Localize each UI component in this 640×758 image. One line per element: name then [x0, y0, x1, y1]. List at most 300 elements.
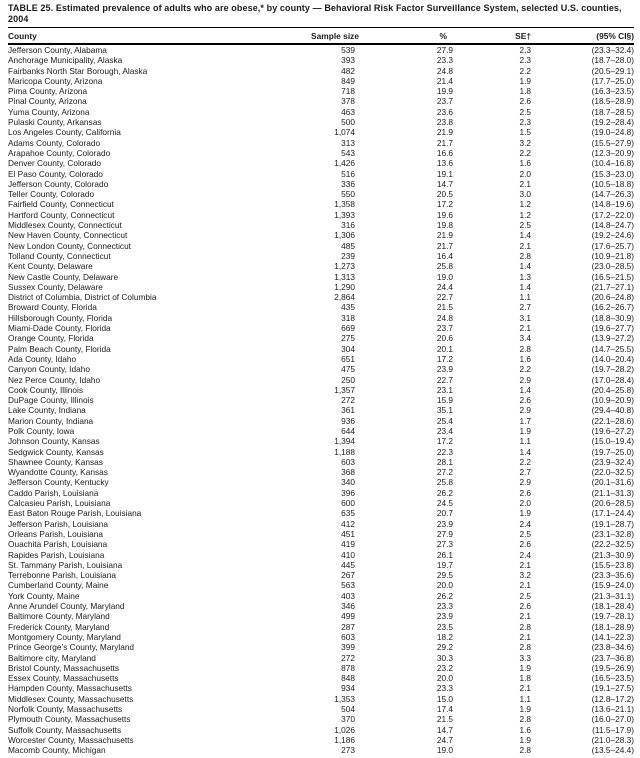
table-row [8, 622, 634, 632]
county-cell: Jefferson County, Kentucky [8, 477, 109, 488]
sample-size-cell: 1,357 [334, 384, 355, 395]
sample-size-cell: 451 [341, 528, 355, 539]
ci-cell: (21.3–31.1) [591, 590, 634, 601]
county-cell: Jefferson Parish, Louisiana [8, 518, 108, 529]
se-cell: 1.1 [519, 693, 531, 704]
county-cell: Broward County, Florida [8, 302, 97, 313]
sample-size-cell: 1,313 [334, 271, 355, 282]
percent-cell: 28.1 [436, 456, 453, 467]
sample-size-cell: 848 [341, 673, 355, 684]
percent-cell: 27.3 [436, 539, 453, 550]
percent-cell: 19.0 [436, 745, 453, 756]
county-cell: El Paso County, Colorado [8, 168, 103, 179]
ci-cell: (15.5–27.9) [591, 137, 634, 148]
column-header-se: SE† [453, 28, 531, 44]
county-cell: Maricopa County, Arizona [8, 75, 103, 86]
county-cell: Nez Perce County, Idaho [8, 374, 101, 385]
se-cell: 1.9 [519, 704, 531, 714]
table-row [8, 76, 634, 86]
table-row [8, 395, 634, 405]
ci-cell: (21.7–27.1) [591, 281, 634, 292]
sample-size-cell: 393 [341, 55, 355, 66]
ci-cell: (23.0–28.5) [591, 261, 634, 272]
table-row [8, 138, 634, 148]
sample-size-cell: 603 [341, 631, 355, 642]
table-row [8, 107, 634, 117]
se-cell: 1.4 [519, 261, 531, 272]
ci-cell: (14.8–24.7) [591, 220, 634, 231]
county-cell: Worcester County, Massachusetts [8, 734, 134, 745]
se-cell: 1.9 [519, 734, 531, 745]
percent-cell: 23.7 [436, 96, 453, 107]
county-cell: Montgomery County, Maryland [8, 631, 121, 642]
se-cell: 2.0 [519, 498, 531, 509]
ci-cell: (18.1–28.4) [591, 601, 634, 612]
county-cell: Caddo Parish, Louisiana [8, 487, 99, 498]
sample-size-cell: 1,426 [334, 158, 355, 169]
county-cell: Kent County, Delaware [8, 261, 93, 272]
ci-cell: (15.5–23.8) [591, 559, 634, 570]
sample-size-cell: 336 [341, 178, 355, 189]
county-cell: New Haven County, Connecticut [8, 230, 128, 241]
se-cell: 2.1 [519, 178, 531, 189]
percent-cell: 22.7 [436, 292, 453, 303]
table-row [8, 385, 634, 395]
se-cell: 1.7 [519, 415, 531, 426]
ci-cell: (16.2–26.7) [591, 302, 634, 313]
sample-size-cell: 475 [341, 364, 355, 375]
percent-cell: 21.4 [436, 75, 453, 86]
se-cell: 1.2 [519, 199, 531, 210]
county-cell: Anne Arundel County, Maryland [8, 601, 125, 612]
sample-size-cell: 313 [341, 137, 355, 148]
table-row [8, 642, 634, 652]
county-cell: Jefferson County, Colorado [8, 178, 109, 189]
table-row [8, 220, 634, 230]
county-cell: East Baton Rouge Parish, Louisiana [8, 508, 142, 519]
table-row [8, 447, 634, 457]
se-cell: 1.1 [519, 292, 531, 303]
percent-cell: 21.9 [436, 127, 453, 138]
county-cell: New London County, Connecticut [8, 240, 131, 251]
sample-size-cell: 378 [341, 96, 355, 107]
table-row [8, 611, 634, 621]
table-row [8, 539, 634, 549]
percent-cell: 27.9 [436, 528, 453, 539]
table-row [8, 694, 634, 704]
ci-cell: (20.5–29.1) [591, 65, 634, 76]
ci-cell: (18.5–28.9) [591, 96, 634, 107]
percent-cell: 23.3 [436, 55, 453, 66]
sample-size-cell: 304 [341, 343, 355, 354]
county-cell: Cumberland County, Maine [8, 580, 109, 591]
table-row [8, 714, 634, 724]
se-cell: 2.2 [519, 65, 531, 76]
sample-size-cell: 485 [341, 240, 355, 251]
ci-cell: (14.0–20.4) [591, 353, 634, 364]
sample-size-cell: 1,353 [334, 693, 355, 704]
county-cell: Adams County, Colorado [8, 137, 101, 148]
table-row [8, 127, 634, 137]
se-cell: 1.8 [519, 673, 531, 684]
table-row [8, 272, 634, 282]
sample-size-cell: 563 [341, 580, 355, 591]
se-cell: 2.5 [519, 590, 531, 601]
ci-cell: (20.6–28.5) [591, 498, 634, 509]
sample-size-cell: 482 [341, 65, 355, 76]
table-row [8, 580, 634, 590]
se-cell: 2.1 [519, 559, 531, 570]
percent-cell: 19.7 [436, 559, 453, 570]
se-cell: 2.6 [519, 96, 531, 107]
percent-cell: 27.2 [436, 467, 453, 478]
county-cell: Orleans Parish, Louisiana [8, 528, 104, 539]
se-cell: 1.4 [519, 230, 531, 241]
table-row [8, 44, 634, 55]
sample-size-cell: 878 [341, 662, 355, 673]
sample-size-cell: 644 [341, 425, 355, 436]
county-cell: Frederick County, Maryland [8, 621, 110, 632]
se-cell: 2.6 [519, 601, 531, 612]
percent-cell: 24.8 [436, 312, 453, 323]
table-row [8, 508, 634, 518]
table-row [8, 570, 634, 580]
percent-cell: 20.5 [436, 189, 453, 200]
sample-size-cell: 346 [341, 601, 355, 612]
ci-cell: (21.1–31.3) [591, 487, 634, 498]
percent-cell: 21.9 [436, 230, 453, 241]
se-cell: 2.8 [519, 343, 531, 354]
table-row [8, 210, 634, 220]
se-cell: 2.8 [519, 714, 531, 725]
sample-size-cell: 849 [341, 75, 355, 86]
ci-cell: (19.0–24.8) [591, 127, 634, 138]
percent-cell: 17.2 [436, 353, 453, 364]
table-row [8, 96, 634, 106]
se-cell: 1.9 [519, 425, 531, 436]
ci-cell: (12.8–17.2) [591, 693, 634, 704]
se-cell: 3.1 [519, 312, 531, 323]
se-cell: 2.2 [519, 364, 531, 375]
table-row [8, 179, 634, 189]
se-cell: 2.4 [519, 518, 531, 529]
percent-cell: 23.2 [436, 662, 453, 673]
se-cell: 1.9 [519, 75, 531, 86]
county-cell: Plymouth County, Massachusetts [8, 714, 131, 725]
se-cell: 2.6 [519, 395, 531, 406]
table-row [8, 354, 634, 364]
county-cell: St. Tammany Parish, Louisiana [8, 559, 123, 570]
table-row [8, 189, 634, 199]
ci-cell: (16.0–27.0) [591, 714, 634, 725]
sample-size-cell: 275 [341, 333, 355, 344]
ci-cell: (19.5–26.9) [591, 662, 634, 673]
se-cell: 2.1 [519, 240, 531, 251]
percent-cell: 23.8 [436, 117, 453, 128]
se-cell: 2.4 [519, 549, 531, 560]
table-row [8, 169, 634, 179]
county-cell: Prince George’s County, Maryland [8, 642, 135, 653]
sample-size-cell: 500 [341, 117, 355, 128]
table-row [8, 683, 634, 693]
table-row [8, 519, 634, 529]
ci-cell: (10.9–21.8) [591, 250, 634, 261]
sample-size-cell: 1,393 [334, 209, 355, 220]
percent-cell: 23.5 [436, 621, 453, 632]
county-cell: Essex County, Massachusetts [8, 673, 119, 684]
sample-size-cell: 272 [341, 395, 355, 406]
percent-cell: 13.6 [436, 158, 453, 169]
county-cell: Sussex County, Delaware [8, 281, 103, 292]
se-cell: 2.9 [519, 374, 531, 385]
table-row [8, 375, 634, 385]
ci-cell: (19.6–27.7) [591, 323, 634, 334]
table-row [8, 550, 634, 560]
table-row [8, 467, 634, 477]
ci-cell: (19.6–27.2) [591, 425, 634, 436]
ci-cell: (21.3–30.9) [591, 549, 634, 560]
county-cell: Lake County, Indiana [8, 405, 86, 416]
sample-size-cell: 267 [341, 570, 355, 581]
county-cell: Fairfield County, Connecticut [8, 199, 114, 210]
percent-cell: 29.5 [436, 570, 453, 581]
county-cell: Pinal County, Arizona [8, 96, 87, 107]
sample-size-cell: 1,290 [334, 281, 355, 292]
se-cell: 1.9 [519, 662, 531, 673]
column-header-ci: (95% CI§) [531, 28, 634, 44]
ci-cell: (16.3–23.5) [591, 86, 634, 97]
sample-size-cell: 550 [341, 189, 355, 200]
se-cell: 2.5 [519, 106, 531, 117]
percent-cell: 35.1 [436, 405, 453, 416]
se-cell: 3.2 [519, 137, 531, 148]
table-title: TABLE 25. Estimated prevalence of adults who are obese,* by county — Behavioral Risk Factor Surveillance System, selected U.S. counties, 2004 [8, 3, 634, 28]
table-row [8, 86, 634, 96]
sample-size-cell: 396 [341, 487, 355, 498]
county-cell: Hartford County, Connecticut [8, 209, 115, 220]
percent-cell: 14.7 [436, 178, 453, 189]
percent-cell: 19.0 [436, 271, 453, 282]
sample-size-cell: 361 [341, 405, 355, 416]
county-cell: Miami-Dade County, Florida [8, 323, 111, 334]
county-cell: Middlesex County, Massachusetts [8, 693, 134, 704]
table-row [8, 66, 634, 76]
table-row [8, 457, 634, 467]
percent-cell: 22.3 [436, 446, 453, 457]
sample-size-cell: 272 [341, 652, 355, 663]
percent-cell: 17.4 [436, 704, 453, 714]
county-cell: Polk County, Iowa [8, 425, 75, 436]
se-cell: 2.9 [519, 477, 531, 488]
se-cell: 2.8 [519, 250, 531, 261]
se-cell: 3.4 [519, 333, 531, 344]
sample-size-cell: 1,074 [334, 127, 355, 138]
ci-cell: (19.7–28.1) [591, 611, 634, 622]
se-cell: 1.6 [519, 353, 531, 364]
county-cell: Johnson County, Kansas [8, 436, 100, 447]
sample-size-cell: 1,026 [334, 724, 355, 735]
table-row [8, 416, 634, 426]
percent-cell: 19.1 [436, 168, 453, 179]
sample-size-cell: 1,358 [334, 199, 355, 210]
ci-cell: (14.8–19.6) [591, 199, 634, 210]
county-cell: Norfolk County, Massachusetts [8, 704, 123, 714]
ci-cell: (13.9–27.2) [591, 333, 634, 344]
se-cell: 1.5 [519, 127, 531, 138]
sample-size-cell: 463 [341, 106, 355, 117]
sample-size-cell: 318 [341, 312, 355, 323]
sample-size-cell: 410 [341, 549, 355, 560]
ci-cell: (18.1–28.9) [591, 621, 634, 632]
percent-cell: 23.9 [436, 364, 453, 375]
se-cell: 2.3 [519, 45, 531, 55]
table-row [8, 344, 634, 354]
se-cell: 2.3 [519, 117, 531, 128]
se-cell: 1.2 [519, 209, 531, 220]
se-cell: 1.6 [519, 724, 531, 735]
percent-cell: 16.4 [436, 250, 453, 261]
ci-cell: (20.4–25.8) [591, 384, 634, 395]
table-row [8, 199, 634, 209]
county-cell: Wyandotte County, Kansas [8, 467, 108, 478]
sample-size-cell: 316 [341, 220, 355, 231]
sample-size-cell: 403 [341, 590, 355, 601]
se-cell: 2.2 [519, 456, 531, 467]
county-cell: DuPage County, Illinois [8, 395, 94, 406]
county-cell: Jefferson County, Alabama [8, 45, 107, 55]
county-cell: Fairbanks North Star Borough, Alaska [8, 65, 148, 76]
se-cell: 2.1 [519, 323, 531, 334]
table-row [8, 591, 634, 601]
se-cell: 2.1 [519, 631, 531, 642]
percent-cell: 25.4 [436, 415, 453, 426]
sample-size-cell: 669 [341, 323, 355, 334]
percent-cell: 26.1 [436, 549, 453, 560]
county-cell: Sedgwick County, Kansas [8, 446, 104, 457]
sample-size-cell: 499 [341, 611, 355, 622]
ci-cell: (20.6–24.8) [591, 292, 634, 303]
sample-size-cell: 651 [341, 353, 355, 364]
se-cell: 2.8 [519, 621, 531, 632]
percent-cell: 24.7 [436, 734, 453, 745]
ci-cell: (17.1–24.4) [591, 508, 634, 519]
county-cell: Teller County, Colorado [8, 189, 95, 200]
county-cell: Yuma County, Arizona [8, 106, 90, 117]
table-row [8, 704, 634, 714]
table-row [8, 292, 634, 302]
column-header-sample-size: Sample size [303, 28, 363, 44]
percent-cell: 17.2 [436, 436, 453, 447]
county-cell: Calcasieu Parish, Louisiana [8, 498, 111, 509]
se-cell: 2.7 [519, 302, 531, 313]
county-cell: Baltimore city, Maryland [8, 652, 96, 663]
se-cell: 2.9 [519, 405, 531, 416]
county-cell: Rapides Parish, Louisiana [8, 549, 105, 560]
county-cell: Hillsborough County, Florida [8, 312, 113, 323]
county-cell: Bristol County, Massachusetts [8, 662, 119, 673]
ci-cell: (23.1–32.8) [591, 528, 634, 539]
county-cell: Anchorage Municipality, Alaska [8, 55, 123, 66]
ci-cell: (23.7–36.8) [591, 652, 634, 663]
county-cell: New Castle County, Delaware [8, 271, 119, 282]
percent-cell: 26.2 [436, 590, 453, 601]
county-cell: Macomb County, Michigan [8, 745, 106, 756]
county-cell: Pima County, Arizona [8, 86, 88, 97]
table-body [8, 44, 634, 755]
se-cell: 2.6 [519, 487, 531, 498]
table-row [8, 323, 634, 333]
sample-size-cell: 539 [341, 45, 355, 55]
ci-cell: (19.2–28.4) [591, 117, 634, 128]
percent-cell: 14.7 [436, 724, 453, 735]
se-cell: 2.8 [519, 745, 531, 756]
county-cell: Orange County, Florida [8, 333, 94, 344]
se-cell: 2.2 [519, 147, 531, 158]
percent-cell: 20.6 [436, 333, 453, 344]
county-cell: Terrebonne Parish, Louisiana [8, 570, 116, 581]
ci-cell: (17.2–22.0) [591, 209, 634, 220]
sample-size-cell: 273 [341, 745, 355, 756]
percent-cell: 26.2 [436, 487, 453, 498]
percent-cell: 23.7 [436, 323, 453, 334]
table-row [8, 241, 634, 251]
county-cell: Shawnee County, Kansas [8, 456, 103, 467]
sample-size-cell: 516 [341, 168, 355, 179]
table-row [8, 55, 634, 65]
ci-cell: (13.5–24.4) [591, 745, 634, 756]
percent-cell: 23.6 [436, 106, 453, 117]
ci-cell: (14.1–22.3) [591, 631, 634, 642]
percent-cell: 24.8 [436, 65, 453, 76]
percent-cell: 16.6 [436, 147, 453, 158]
ci-cell: (19.1–28.7) [591, 518, 634, 529]
county-cell: Baltimore County, Maryland [8, 611, 110, 622]
table-row [8, 673, 634, 683]
ci-cell: (14.7–25.5) [591, 343, 634, 354]
table-row [8, 529, 634, 539]
se-cell: 1.1 [519, 436, 531, 447]
county-cell: Palm Beach County, Florida [8, 343, 111, 354]
sample-size-cell: 936 [341, 415, 355, 426]
percent-cell: 29.2 [436, 642, 453, 653]
table-row [8, 230, 634, 240]
ci-cell: (15.0–19.4) [591, 436, 634, 447]
percent-cell: 18.2 [436, 631, 453, 642]
table-row [8, 632, 634, 642]
ci-cell: (23.3–35.6) [591, 570, 634, 581]
percent-cell: 24.5 [436, 498, 453, 509]
table-row [8, 653, 634, 663]
ci-cell: (15.3–23.0) [591, 168, 634, 179]
column-header-percent: % [363, 28, 453, 44]
ci-cell: (19.7–28.2) [591, 364, 634, 375]
county-cell: Los Angeles County, California [8, 127, 121, 138]
table-row [8, 735, 634, 745]
sample-size-cell: 635 [341, 508, 355, 519]
table-row [8, 725, 634, 735]
ci-cell: (10.9–20.9) [591, 395, 634, 406]
sample-size-cell: 600 [341, 498, 355, 509]
table-row [8, 117, 634, 127]
table-row [8, 313, 634, 323]
county-cell: Ouachita Parish, Louisiana [8, 539, 108, 550]
sample-size-cell: 718 [341, 86, 355, 97]
percent-cell: 27.9 [436, 45, 453, 55]
sample-size-cell: 370 [341, 714, 355, 725]
table-row [8, 364, 634, 374]
ci-cell: (20.1–31.6) [591, 477, 634, 488]
se-cell: 3.3 [519, 652, 531, 663]
